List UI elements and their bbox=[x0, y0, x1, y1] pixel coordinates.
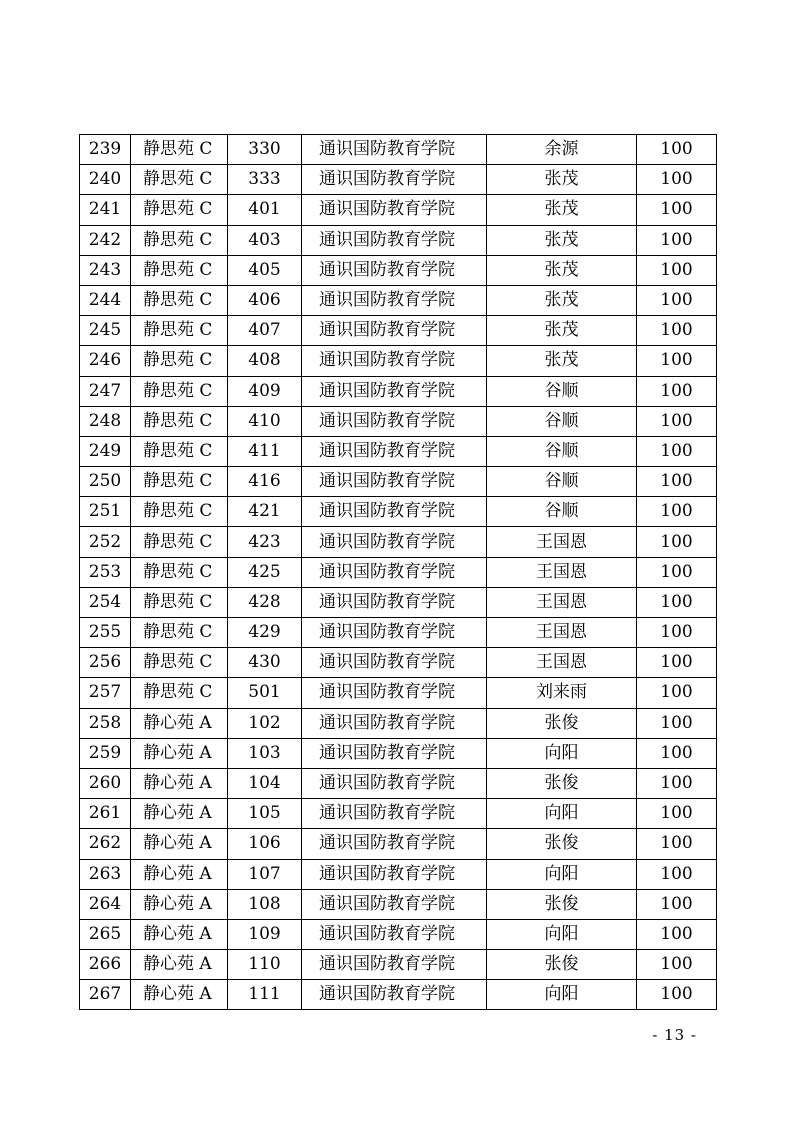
score-cell: 100 bbox=[637, 346, 717, 376]
building-cell: 静思苑 C bbox=[131, 346, 228, 376]
college-cell: 通识国防教育学院 bbox=[302, 406, 487, 436]
score-cell: 100 bbox=[637, 557, 717, 587]
building-cell: 静思苑 C bbox=[131, 648, 228, 678]
row-index: 262 bbox=[80, 829, 131, 859]
score-cell: 100 bbox=[637, 980, 717, 1010]
building-cell: 静心苑 A bbox=[131, 768, 228, 798]
building-cell: 静思苑 C bbox=[131, 467, 228, 497]
room-number-cell: 333 bbox=[228, 165, 302, 195]
building-cell: 静思苑 C bbox=[131, 376, 228, 406]
row-index: 265 bbox=[80, 919, 131, 949]
room-number-cell: 330 bbox=[228, 135, 302, 165]
building-cell: 静心苑 A bbox=[131, 708, 228, 738]
inspector-name-cell: 王国恩 bbox=[487, 587, 637, 617]
room-number-cell: 405 bbox=[228, 255, 302, 285]
inspector-name-cell: 张俊 bbox=[487, 889, 637, 919]
row-index: 250 bbox=[80, 467, 131, 497]
room-number-cell: 111 bbox=[228, 980, 302, 1010]
inspector-name-cell: 张茂 bbox=[487, 165, 637, 195]
table-row bbox=[80, 859, 717, 889]
score-cell: 100 bbox=[637, 859, 717, 889]
score-cell: 100 bbox=[637, 165, 717, 195]
inspector-name-cell: 张茂 bbox=[487, 225, 637, 255]
score-cell: 100 bbox=[637, 768, 717, 798]
college-cell: 通识国防教育学院 bbox=[302, 436, 487, 466]
room-number-cell: 428 bbox=[228, 587, 302, 617]
table-row bbox=[80, 889, 717, 919]
building-cell: 静思苑 C bbox=[131, 225, 228, 255]
inspector-name-cell: 王国恩 bbox=[487, 648, 637, 678]
row-index: 259 bbox=[80, 738, 131, 768]
building-cell: 静思苑 C bbox=[131, 678, 228, 708]
score-cell: 100 bbox=[637, 587, 717, 617]
inspector-name-cell: 张茂 bbox=[487, 255, 637, 285]
table-row bbox=[80, 557, 717, 587]
room-number-cell: 403 bbox=[228, 225, 302, 255]
room-number-cell: 408 bbox=[228, 346, 302, 376]
college-cell: 通识国防教育学院 bbox=[302, 346, 487, 376]
room-number-cell: 423 bbox=[228, 527, 302, 557]
row-index: 239 bbox=[80, 135, 131, 165]
inspector-name-cell: 向阳 bbox=[487, 738, 637, 768]
table-row bbox=[80, 255, 717, 285]
page-number: - 13 - bbox=[652, 1026, 697, 1044]
dormitory-score-table bbox=[79, 134, 717, 1010]
table-row bbox=[80, 618, 717, 648]
score-cell: 100 bbox=[637, 316, 717, 346]
room-number-cell: 407 bbox=[228, 316, 302, 346]
room-number-cell: 102 bbox=[228, 708, 302, 738]
row-index: 248 bbox=[80, 406, 131, 436]
score-cell: 100 bbox=[637, 738, 717, 768]
room-number-cell: 501 bbox=[228, 678, 302, 708]
room-number-cell: 104 bbox=[228, 768, 302, 798]
score-cell: 100 bbox=[637, 919, 717, 949]
inspector-name-cell: 向阳 bbox=[487, 859, 637, 889]
score-cell: 100 bbox=[637, 135, 717, 165]
room-number-cell: 430 bbox=[228, 648, 302, 678]
table-row bbox=[80, 406, 717, 436]
college-cell: 通识国防教育学院 bbox=[302, 195, 487, 225]
room-number-cell: 107 bbox=[228, 859, 302, 889]
table-row bbox=[80, 346, 717, 376]
inspector-name-cell: 余源 bbox=[487, 135, 637, 165]
score-cell: 100 bbox=[637, 527, 717, 557]
building-cell: 静思苑 C bbox=[131, 135, 228, 165]
inspector-name-cell: 王国恩 bbox=[487, 557, 637, 587]
college-cell: 通识国防教育学院 bbox=[302, 678, 487, 708]
inspector-name-cell: 王国恩 bbox=[487, 618, 637, 648]
row-index: 246 bbox=[80, 346, 131, 376]
row-index: 244 bbox=[80, 285, 131, 315]
table-row bbox=[80, 708, 717, 738]
row-index: 255 bbox=[80, 618, 131, 648]
score-cell: 100 bbox=[637, 467, 717, 497]
row-index: 256 bbox=[80, 648, 131, 678]
building-cell: 静思苑 C bbox=[131, 618, 228, 648]
score-cell: 100 bbox=[637, 678, 717, 708]
building-cell: 静思苑 C bbox=[131, 195, 228, 225]
room-number-cell: 103 bbox=[228, 738, 302, 768]
inspector-name-cell: 向阳 bbox=[487, 799, 637, 829]
score-cell: 100 bbox=[637, 436, 717, 466]
inspector-name-cell: 张茂 bbox=[487, 285, 637, 315]
college-cell: 通识国防教育学院 bbox=[302, 255, 487, 285]
score-cell: 100 bbox=[637, 195, 717, 225]
row-index: 258 bbox=[80, 708, 131, 738]
score-cell: 100 bbox=[637, 799, 717, 829]
building-cell: 静思苑 C bbox=[131, 255, 228, 285]
college-cell: 通识国防教育学院 bbox=[302, 980, 487, 1010]
row-index: 267 bbox=[80, 980, 131, 1010]
college-cell: 通识国防教育学院 bbox=[302, 376, 487, 406]
inspector-name-cell: 张俊 bbox=[487, 829, 637, 859]
table-row bbox=[80, 467, 717, 497]
college-cell: 通识国防教育学院 bbox=[302, 618, 487, 648]
room-number-cell: 406 bbox=[228, 285, 302, 315]
row-index: 240 bbox=[80, 165, 131, 195]
room-number-cell: 425 bbox=[228, 557, 302, 587]
building-cell: 静思苑 C bbox=[131, 406, 228, 436]
table-row bbox=[80, 225, 717, 255]
row-index: 260 bbox=[80, 768, 131, 798]
row-index: 257 bbox=[80, 678, 131, 708]
table-row bbox=[80, 799, 717, 829]
building-cell: 静心苑 A bbox=[131, 889, 228, 919]
row-index: 245 bbox=[80, 316, 131, 346]
inspector-name-cell: 张俊 bbox=[487, 768, 637, 798]
room-number-cell: 411 bbox=[228, 436, 302, 466]
college-cell: 通识国防教育学院 bbox=[302, 859, 487, 889]
college-cell: 通识国防教育学院 bbox=[302, 316, 487, 346]
inspector-name-cell: 刘来雨 bbox=[487, 678, 637, 708]
score-cell: 100 bbox=[637, 406, 717, 436]
row-index: 252 bbox=[80, 527, 131, 557]
table-row bbox=[80, 316, 717, 346]
score-cell: 100 bbox=[637, 618, 717, 648]
row-index: 263 bbox=[80, 859, 131, 889]
inspector-name-cell: 张俊 bbox=[487, 950, 637, 980]
row-index: 241 bbox=[80, 195, 131, 225]
score-cell: 100 bbox=[637, 889, 717, 919]
inspector-name-cell: 向阳 bbox=[487, 980, 637, 1010]
building-cell: 静心苑 A bbox=[131, 799, 228, 829]
college-cell: 通识国防教育学院 bbox=[302, 738, 487, 768]
inspector-name-cell: 王国恩 bbox=[487, 527, 637, 557]
row-index: 251 bbox=[80, 497, 131, 527]
row-index: 242 bbox=[80, 225, 131, 255]
row-index: 247 bbox=[80, 376, 131, 406]
college-cell: 通识国防教育学院 bbox=[302, 527, 487, 557]
table-row bbox=[80, 195, 717, 225]
building-cell: 静心苑 A bbox=[131, 919, 228, 949]
table-row bbox=[80, 919, 717, 949]
table-row bbox=[80, 165, 717, 195]
score-cell: 100 bbox=[637, 285, 717, 315]
score-cell: 100 bbox=[637, 225, 717, 255]
row-index: 243 bbox=[80, 255, 131, 285]
building-cell: 静心苑 A bbox=[131, 829, 228, 859]
building-cell: 静思苑 C bbox=[131, 557, 228, 587]
college-cell: 通识国防教育学院 bbox=[302, 708, 487, 738]
inspector-name-cell: 张茂 bbox=[487, 346, 637, 376]
building-cell: 静心苑 A bbox=[131, 950, 228, 980]
table-row bbox=[80, 436, 717, 466]
table-body bbox=[80, 135, 717, 1010]
table-row bbox=[80, 285, 717, 315]
building-cell: 静思苑 C bbox=[131, 165, 228, 195]
row-index: 266 bbox=[80, 950, 131, 980]
building-cell: 静思苑 C bbox=[131, 436, 228, 466]
college-cell: 通识国防教育学院 bbox=[302, 950, 487, 980]
building-cell: 静思苑 C bbox=[131, 316, 228, 346]
table-row bbox=[80, 980, 717, 1010]
row-index: 253 bbox=[80, 557, 131, 587]
college-cell: 通识国防教育学院 bbox=[302, 225, 487, 255]
college-cell: 通识国防教育学院 bbox=[302, 165, 487, 195]
inspector-name-cell: 张俊 bbox=[487, 708, 637, 738]
table-row bbox=[80, 950, 717, 980]
room-number-cell: 105 bbox=[228, 799, 302, 829]
room-number-cell: 108 bbox=[228, 889, 302, 919]
college-cell: 通识国防教育学院 bbox=[302, 919, 487, 949]
table-row bbox=[80, 497, 717, 527]
table-row bbox=[80, 135, 717, 165]
table-row bbox=[80, 587, 717, 617]
row-index: 254 bbox=[80, 587, 131, 617]
building-cell: 静心苑 A bbox=[131, 859, 228, 889]
room-number-cell: 416 bbox=[228, 467, 302, 497]
college-cell: 通识国防教育学院 bbox=[302, 285, 487, 315]
inspector-name-cell: 谷顺 bbox=[487, 467, 637, 497]
room-number-cell: 110 bbox=[228, 950, 302, 980]
score-cell: 100 bbox=[637, 648, 717, 678]
inspector-name-cell: 谷顺 bbox=[487, 376, 637, 406]
row-index: 261 bbox=[80, 799, 131, 829]
score-cell: 100 bbox=[637, 255, 717, 285]
table-row bbox=[80, 768, 717, 798]
room-number-cell: 106 bbox=[228, 829, 302, 859]
building-cell: 静思苑 C bbox=[131, 497, 228, 527]
inspector-name-cell: 谷顺 bbox=[487, 436, 637, 466]
room-number-cell: 409 bbox=[228, 376, 302, 406]
room-number-cell: 401 bbox=[228, 195, 302, 225]
table-row bbox=[80, 376, 717, 406]
college-cell: 通识国防教育学院 bbox=[302, 467, 487, 497]
inspector-name-cell: 谷顺 bbox=[487, 406, 637, 436]
room-number-cell: 429 bbox=[228, 618, 302, 648]
room-number-cell: 109 bbox=[228, 919, 302, 949]
room-number-cell: 410 bbox=[228, 406, 302, 436]
college-cell: 通识国防教育学院 bbox=[302, 889, 487, 919]
building-cell: 静思苑 C bbox=[131, 587, 228, 617]
score-cell: 100 bbox=[637, 950, 717, 980]
building-cell: 静心苑 A bbox=[131, 980, 228, 1010]
score-cell: 100 bbox=[637, 829, 717, 859]
college-cell: 通识国防教育学院 bbox=[302, 557, 487, 587]
building-cell: 静思苑 C bbox=[131, 285, 228, 315]
building-cell: 静思苑 C bbox=[131, 527, 228, 557]
college-cell: 通识国防教育学院 bbox=[302, 587, 487, 617]
score-cell: 100 bbox=[637, 376, 717, 406]
inspector-name-cell: 谷顺 bbox=[487, 497, 637, 527]
inspector-name-cell: 张茂 bbox=[487, 195, 637, 225]
table-row bbox=[80, 678, 717, 708]
table-row bbox=[80, 527, 717, 557]
college-cell: 通识国防教育学院 bbox=[302, 829, 487, 859]
college-cell: 通识国防教育学院 bbox=[302, 799, 487, 829]
college-cell: 通识国防教育学院 bbox=[302, 135, 487, 165]
table-row bbox=[80, 738, 717, 768]
college-cell: 通识国防教育学院 bbox=[302, 497, 487, 527]
row-index: 264 bbox=[80, 889, 131, 919]
score-cell: 100 bbox=[637, 497, 717, 527]
building-cell: 静心苑 A bbox=[131, 738, 228, 768]
score-cell: 100 bbox=[637, 708, 717, 738]
table-row bbox=[80, 829, 717, 859]
room-number-cell: 421 bbox=[228, 497, 302, 527]
college-cell: 通识国防教育学院 bbox=[302, 768, 487, 798]
inspector-name-cell: 向阳 bbox=[487, 919, 637, 949]
inspector-name-cell: 张茂 bbox=[487, 316, 637, 346]
table-row bbox=[80, 648, 717, 678]
row-index: 249 bbox=[80, 436, 131, 466]
college-cell: 通识国防教育学院 bbox=[302, 648, 487, 678]
